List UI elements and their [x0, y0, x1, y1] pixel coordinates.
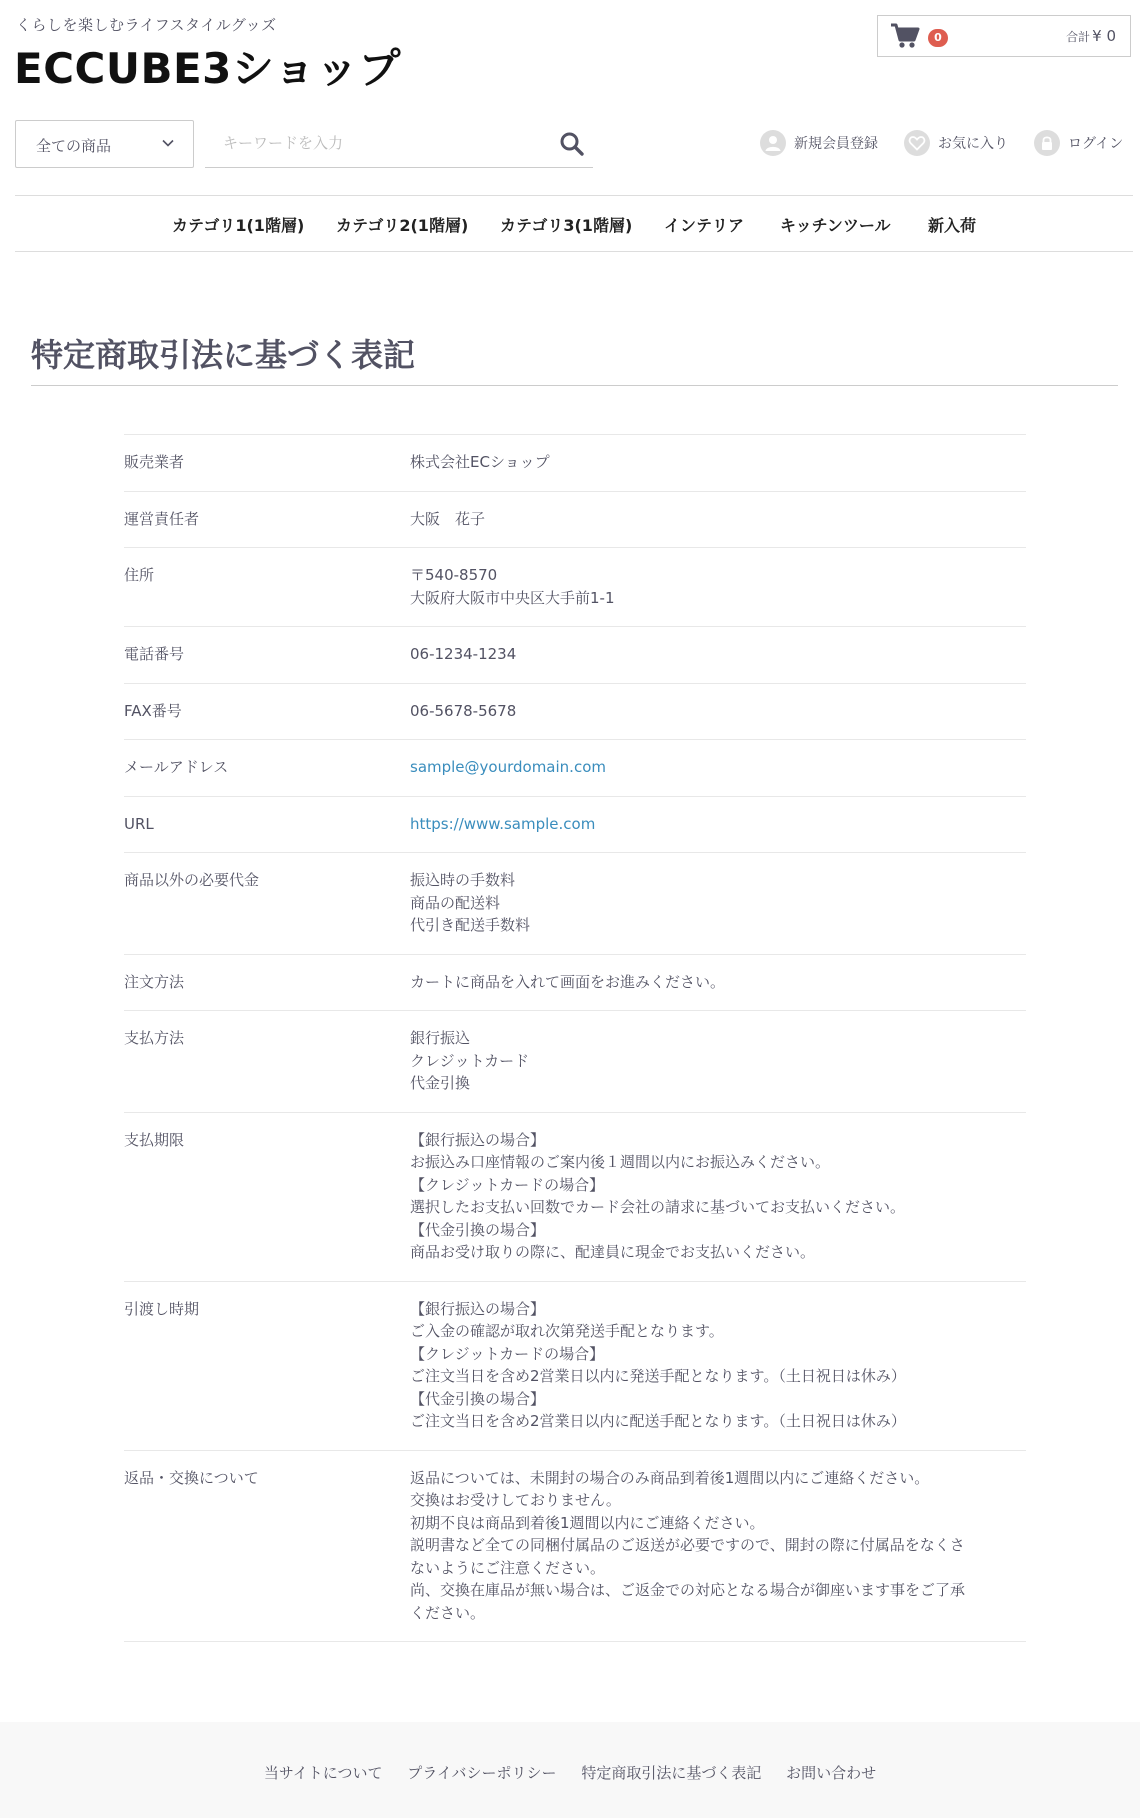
register-label: 新規会員登録 [794, 136, 878, 152]
cart-total [1066, 27, 1116, 45]
user-icon [760, 130, 786, 156]
table-row [124, 683, 1026, 740]
login-label: ログイン [1068, 136, 1124, 152]
row-value-line: ください。 [410, 1603, 486, 1622]
row-label: 支払方法 [124, 1029, 185, 1047]
cart-count-badge: 0 [928, 29, 948, 47]
row-label: メールアドレス [124, 758, 229, 776]
row-value-line: 06-5678-5678 [410, 701, 517, 720]
row-value-line: お振込み口座情報のご案内後１週間以内にお振込みください。 [410, 1153, 831, 1171]
cart-total-label: 合計 [1066, 30, 1091, 44]
footer-link-about[interactable]: 当サイトについて [263, 1764, 383, 1782]
row-value-line: ご注文当日を含め2営業日以内に配送手配となります。（土日祝日は休み） [410, 1412, 906, 1430]
page-title: 特定商取引法に基づく表記 [31, 336, 416, 374]
row-label: 電話番号 [124, 645, 185, 663]
row-label: FAX番号 [124, 701, 182, 720]
row-value [410, 1011, 1026, 1112]
nav-item-interior[interactable]: インテリア [664, 216, 745, 235]
heading-divider [31, 385, 1118, 386]
row-value [410, 853, 1026, 954]
table-row [124, 739, 1026, 796]
row-label: 返品・交換について [124, 1468, 259, 1487]
row-value [410, 955, 1026, 1011]
cart-button[interactable] [877, 15, 1131, 57]
row-value [410, 1451, 1026, 1642]
login-link[interactable] [1034, 129, 1123, 157]
search-input[interactable] [205, 120, 553, 166]
row-value-line: ご注文当日を含め2営業日以内に発送手配となります。（土日祝日は休み） [410, 1367, 906, 1385]
nav-item-category1[interactable]: カテゴリ1(1階層) [172, 216, 305, 235]
row-label: 住所 [124, 566, 155, 584]
row-value [410, 684, 1026, 740]
row-value-line: 【銀行振込の場合】 [410, 1130, 546, 1149]
row-label: 支払期限 [124, 1130, 185, 1149]
row-value [410, 548, 1026, 626]
row-value-line: 交換はお受けしておりません。 [410, 1491, 621, 1509]
row-value [410, 435, 1026, 491]
cart-total-value: ¥ 0 [1092, 27, 1116, 45]
row-value [410, 1282, 1026, 1450]
row-label: 商品以外の必要代金 [124, 871, 260, 889]
row-value-line: 大阪府大阪市中央区大手前1-1 [410, 588, 615, 607]
row-value-line: 説明書など全ての同梱付属品のご返送が必要ですので、開封の際に付属品をなくさ [410, 1536, 965, 1554]
favorites-link[interactable] [904, 129, 1008, 157]
row-value-line: 尚、交換在庫品が無い場合は、ご返金での対応となる場合が御座います事をご了承 [410, 1581, 966, 1599]
table-row [124, 852, 1026, 954]
row-value-line: ないようにご注意ください。 [410, 1558, 606, 1577]
row-value [410, 492, 1026, 548]
search-icon[interactable] [559, 131, 585, 157]
row-value [410, 627, 1026, 683]
row-value-line: 株式会社ECショップ [410, 453, 550, 471]
table-row [124, 1112, 1026, 1281]
footer-link-privacy[interactable]: プライバシーポリシー [407, 1764, 557, 1782]
footer [0, 1722, 1140, 1818]
favorites-label: お気に入り [938, 136, 1008, 152]
row-value-line: 銀行振込 [410, 1029, 471, 1047]
search-field [205, 120, 593, 168]
category-nav [15, 195, 1133, 252]
row-label: 注文方法 [124, 972, 185, 991]
table-row [124, 796, 1026, 853]
row-value-line: 【クレジットカードの場合】 [410, 1344, 605, 1363]
cart-icon [890, 23, 920, 49]
footer-link-tokusho[interactable]: 特定商取引法に基づく表記 [581, 1764, 762, 1782]
footer-links [0, 1762, 1140, 1783]
table-row [124, 1450, 1026, 1643]
shop-title[interactable]: ECCUBE3ショップ [14, 44, 402, 93]
row-value-line: 選択したお支払い回数でカード会社の請求に基づいてお支払いください。 [410, 1198, 906, 1216]
row-value [410, 797, 1026, 853]
row-value-line: 【銀行振込の場合】 [410, 1299, 546, 1318]
row-value-line: ご入金の確認が取れ次第発送手配となります。 [410, 1322, 724, 1340]
category-select-value: 全ての商品 [36, 137, 112, 155]
nav-item-category2[interactable]: カテゴリ2(1階層) [336, 216, 469, 235]
nav-item-kitchen-tools[interactable]: キッチンツール [780, 216, 891, 235]
table-row [124, 434, 1026, 491]
row-value-line: 代金引換 [410, 1074, 471, 1092]
row-label: URL [124, 814, 154, 833]
row-value-line: クレジットカード [410, 1051, 530, 1070]
row-link[interactable]: sample@yourdomain.com [410, 758, 606, 776]
row-value [410, 740, 1026, 796]
table-row [124, 1281, 1026, 1450]
row-value-line: 初期不良は商品到着後1週間以内にご連絡ください。 [410, 1513, 765, 1532]
register-link[interactable] [760, 129, 878, 157]
row-value-line: 〒540-8570 [410, 566, 498, 584]
category-select[interactable] [15, 120, 194, 168]
row-value-line: 大阪 花子 [410, 509, 486, 528]
row-value-line: 商品の配送料 [410, 893, 501, 912]
shop-tagline: くらしを楽しむライフスタイルグッズ [16, 16, 277, 34]
nav-item-category3[interactable]: カテゴリ3(1階層) [500, 216, 633, 235]
row-value-line: 【代金引換の場合】 [410, 1220, 546, 1239]
lock-icon [1034, 130, 1060, 156]
row-value-line: 商品お受け取りの際に、配達員に現金でお支払いください。 [410, 1243, 816, 1261]
row-value-line: 返品については、未開封の場合のみ商品到着後1週間以内にご連絡ください。 [410, 1468, 930, 1487]
row-value-line: 振込時の手数料 [410, 871, 516, 889]
row-value-line: カートに商品を入れて画面をお進みください。 [410, 972, 726, 991]
row-value-line: 【クレジットカードの場合】 [410, 1175, 605, 1194]
table-row [124, 491, 1026, 548]
table-row [124, 1010, 1026, 1112]
row-label: 販売業者 [124, 453, 185, 471]
nav-item-new-arrivals[interactable]: 新入荷 [928, 216, 977, 235]
row-value-line: 06-1234-1234 [410, 645, 517, 663]
row-value-line: 【代金引換の場合】 [410, 1389, 546, 1408]
table-row [124, 954, 1026, 1011]
row-label: 運営責任者 [124, 509, 200, 528]
row-value-line: 代引き配送手数料 [410, 916, 531, 934]
table-row [124, 626, 1026, 683]
chevron-down-icon [161, 136, 175, 150]
table-row [124, 547, 1026, 626]
legal-info-table [124, 434, 1026, 1642]
row-value [410, 1113, 1026, 1281]
footer-link-contact[interactable]: お問い合わせ [786, 1764, 877, 1782]
heart-icon [904, 130, 930, 156]
row-label: 引渡し時期 [124, 1299, 200, 1318]
row-link[interactable]: https://www.sample.com [410, 814, 596, 833]
